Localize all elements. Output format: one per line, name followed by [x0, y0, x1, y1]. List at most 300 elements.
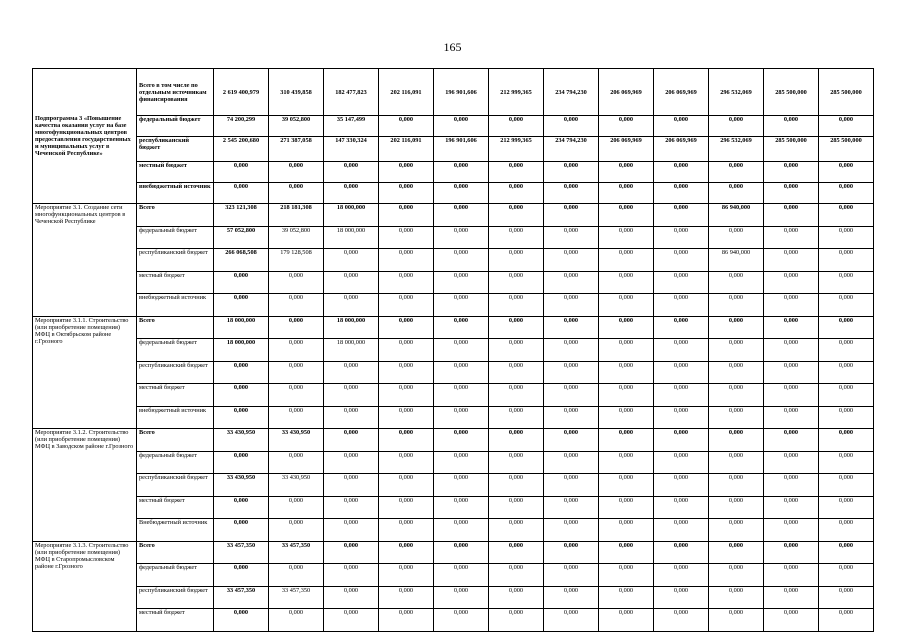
- amount-cell: 0,000: [709, 496, 764, 519]
- amount-cell: 18 000,000: [214, 339, 269, 362]
- amount-cell: 0,000: [819, 564, 874, 587]
- amount-cell: 0,000: [434, 294, 489, 317]
- amount-cell: 0,000: [819, 183, 874, 204]
- amount-cell: 0,000: [654, 226, 709, 249]
- amount-cell: 310 439,858: [269, 69, 324, 116]
- funding-source: Всего: [137, 429, 214, 452]
- table-row: [33, 249, 874, 272]
- amount-cell: 0,000: [489, 249, 544, 272]
- amount-cell: 0,000: [324, 519, 379, 542]
- amount-cell: 0,000: [379, 249, 434, 272]
- amount-cell: 0,000: [764, 384, 819, 407]
- amount-cell: 0,000: [544, 226, 599, 249]
- table-row: [33, 406, 874, 429]
- amount-cell: 0,000: [434, 496, 489, 519]
- table-row: [33, 316, 874, 339]
- amount-cell: 0,000: [709, 316, 764, 339]
- table-row: [33, 183, 874, 204]
- amount-cell: 0,000: [489, 496, 544, 519]
- amount-cell: 0,000: [214, 451, 269, 474]
- amount-cell: 0,000: [709, 429, 764, 452]
- amount-cell: 0,000: [214, 384, 269, 407]
- amount-cell: 0,000: [489, 451, 544, 474]
- amount-cell: 0,000: [599, 564, 654, 587]
- funding-source: местный бюджет: [137, 162, 214, 183]
- funding-source: федеральный бюджет: [137, 226, 214, 249]
- amount-cell: 0,000: [214, 294, 269, 317]
- amount-cell: 0,000: [654, 249, 709, 272]
- amount-cell: 0,000: [819, 496, 874, 519]
- amount-cell: 0,000: [764, 226, 819, 249]
- amount-cell: 218 181,308: [269, 204, 324, 227]
- amount-cell: 0,000: [654, 384, 709, 407]
- amount-cell: 0,000: [489, 271, 544, 294]
- amount-cell: 0,000: [434, 406, 489, 429]
- table-row: [33, 162, 874, 183]
- subprogram-title: Подпрограмма 3 «Повышение качества оказания услуг на базе многофункциональных центров предоставления государственных и муниципальных услуг в Чеченской Республике»: [33, 69, 137, 204]
- amount-cell: 0,000: [269, 564, 324, 587]
- amount-cell: 0,000: [269, 162, 324, 183]
- amount-cell: 0,000: [819, 429, 874, 452]
- amount-cell: 0,000: [544, 204, 599, 227]
- amount-cell: 0,000: [544, 406, 599, 429]
- amount-cell: 0,000: [324, 429, 379, 452]
- amount-cell: 0,000: [709, 384, 764, 407]
- amount-cell: 0,000: [379, 496, 434, 519]
- amount-cell: 33 430,950: [214, 429, 269, 452]
- amount-cell: 0,000: [819, 316, 874, 339]
- amount-cell: 18 000,000: [324, 226, 379, 249]
- amount-cell: 0,000: [324, 609, 379, 632]
- amount-cell: 0,000: [764, 271, 819, 294]
- amount-cell: 0,000: [654, 116, 709, 137]
- amount-cell: 0,000: [654, 451, 709, 474]
- amount-cell: 0,000: [379, 339, 434, 362]
- amount-cell: 0,000: [434, 586, 489, 609]
- amount-cell: 0,000: [379, 519, 434, 542]
- amount-cell: 0,000: [434, 249, 489, 272]
- amount-cell: 33 457,350: [269, 586, 324, 609]
- amount-cell: 0,000: [214, 564, 269, 587]
- amount-cell: 0,000: [764, 474, 819, 497]
- amount-cell: 0,000: [544, 474, 599, 497]
- amount-cell: 0,000: [819, 384, 874, 407]
- table-row: [33, 541, 874, 564]
- amount-cell: 0,000: [489, 609, 544, 632]
- amount-cell: 0,000: [379, 609, 434, 632]
- amount-cell: 0,000: [434, 609, 489, 632]
- amount-cell: 0,000: [434, 316, 489, 339]
- amount-cell: 0,000: [434, 451, 489, 474]
- amount-cell: 206 069,969: [654, 69, 709, 116]
- amount-cell: 0,000: [379, 451, 434, 474]
- amount-cell: 0,000: [544, 183, 599, 204]
- amount-cell: 0,000: [434, 519, 489, 542]
- amount-cell: 0,000: [434, 339, 489, 362]
- amount-cell: 18 000,000: [214, 316, 269, 339]
- amount-cell: 296 532,069: [709, 137, 764, 162]
- amount-cell: 0,000: [434, 564, 489, 587]
- amount-cell: 0,000: [764, 519, 819, 542]
- activity-title: Мероприятие 3.1. Создание сети многофункциональных центров в Чеченской Республике: [33, 204, 137, 317]
- amount-cell: 33 430,950: [214, 474, 269, 497]
- amount-cell: 206 069,969: [599, 69, 654, 116]
- funding-source: местный бюджет: [137, 384, 214, 407]
- funding-source: федеральный бюджет: [137, 116, 214, 137]
- amount-cell: 0,000: [489, 586, 544, 609]
- amount-cell: 0,000: [269, 316, 324, 339]
- amount-cell: 0,000: [599, 116, 654, 137]
- funding-source: внебюджетный источник: [137, 406, 214, 429]
- amount-cell: 0,000: [709, 162, 764, 183]
- amount-cell: 0,000: [599, 429, 654, 452]
- amount-cell: 0,000: [599, 249, 654, 272]
- amount-cell: 285 500,000: [764, 69, 819, 116]
- amount-cell: 0,000: [819, 339, 874, 362]
- amount-cell: 0,000: [819, 406, 874, 429]
- amount-cell: 0,000: [544, 541, 599, 564]
- amount-cell: 0,000: [544, 249, 599, 272]
- table-row: [33, 429, 874, 452]
- amount-cell: 206 069,969: [654, 137, 709, 162]
- amount-cell: 0,000: [434, 183, 489, 204]
- amount-cell: 0,000: [544, 519, 599, 542]
- amount-cell: 0,000: [269, 609, 324, 632]
- table-row: [33, 271, 874, 294]
- amount-cell: 0,000: [214, 609, 269, 632]
- amount-cell: 39 052,800: [269, 226, 324, 249]
- amount-cell: 0,000: [764, 294, 819, 317]
- amount-cell: 0,000: [544, 384, 599, 407]
- amount-cell: 0,000: [764, 541, 819, 564]
- amount-cell: 0,000: [709, 339, 764, 362]
- table-row: [33, 226, 874, 249]
- amount-cell: 0,000: [709, 226, 764, 249]
- amount-cell: 0,000: [489, 541, 544, 564]
- amount-cell: 0,000: [654, 162, 709, 183]
- amount-cell: 0,000: [654, 609, 709, 632]
- amount-cell: 0,000: [599, 451, 654, 474]
- amount-cell: 0,000: [379, 294, 434, 317]
- amount-cell: 0,000: [489, 361, 544, 384]
- amount-cell: 0,000: [489, 316, 544, 339]
- amount-cell: 212 999,365: [489, 69, 544, 116]
- amount-cell: 0,000: [379, 541, 434, 564]
- amount-cell: 0,000: [544, 339, 599, 362]
- funding-source: республиканский бюджет: [137, 361, 214, 384]
- amount-cell: 0,000: [764, 316, 819, 339]
- amount-cell: 0,000: [214, 361, 269, 384]
- funding-source: внебюджетный источник: [137, 183, 214, 204]
- amount-cell: 0,000: [764, 361, 819, 384]
- amount-cell: 0,000: [379, 564, 434, 587]
- amount-cell: 0,000: [764, 204, 819, 227]
- amount-cell: 57 052,800: [214, 226, 269, 249]
- amount-cell: 74 200,299: [214, 116, 269, 137]
- amount-cell: 0,000: [379, 116, 434, 137]
- amount-cell: 0,000: [709, 474, 764, 497]
- amount-cell: 0,000: [544, 361, 599, 384]
- amount-cell: 0,000: [819, 271, 874, 294]
- amount-cell: 0,000: [379, 474, 434, 497]
- funding-source: внебюджетный источник: [137, 294, 214, 317]
- amount-cell: 0,000: [819, 541, 874, 564]
- funding-source: республиканский бюджет: [137, 474, 214, 497]
- amount-cell: 0,000: [599, 226, 654, 249]
- amount-cell: 0,000: [489, 226, 544, 249]
- amount-cell: 0,000: [379, 429, 434, 452]
- amount-cell: 0,000: [709, 451, 764, 474]
- amount-cell: 196 901,606: [434, 69, 489, 116]
- amount-cell: 0,000: [654, 339, 709, 362]
- amount-cell: 0,000: [764, 183, 819, 204]
- amount-cell: 0,000: [214, 406, 269, 429]
- funding-source: Всего: [137, 541, 214, 564]
- amount-cell: 0,000: [324, 183, 379, 204]
- amount-cell: 0,000: [324, 384, 379, 407]
- table-row: [33, 474, 874, 497]
- funding-source: республиканский бюджет: [137, 586, 214, 609]
- amount-cell: 0,000: [379, 384, 434, 407]
- amount-cell: 285 500,000: [819, 137, 874, 162]
- amount-cell: 0,000: [709, 519, 764, 542]
- amount-cell: 0,000: [764, 249, 819, 272]
- amount-cell: 0,000: [819, 586, 874, 609]
- table-row: [33, 609, 874, 632]
- amount-cell: 0,000: [599, 474, 654, 497]
- amount-cell: 18 000,000: [324, 339, 379, 362]
- funding-source: местный бюджет: [137, 496, 214, 519]
- table-row: [33, 339, 874, 362]
- amount-cell: 0,000: [489, 116, 544, 137]
- amount-cell: 0,000: [379, 586, 434, 609]
- amount-cell: 0,000: [379, 271, 434, 294]
- funding-source: местный бюджет: [137, 609, 214, 632]
- amount-cell: 0,000: [819, 361, 874, 384]
- amount-cell: 147 330,324: [324, 137, 379, 162]
- amount-cell: 18 000,000: [324, 316, 379, 339]
- funding-source: федеральный бюджет: [137, 339, 214, 362]
- funding-source: Всего: [137, 316, 214, 339]
- amount-cell: 0,000: [379, 406, 434, 429]
- amount-cell: 0,000: [764, 564, 819, 587]
- amount-cell: 0,000: [489, 162, 544, 183]
- amount-cell: 0,000: [269, 406, 324, 429]
- amount-cell: 0,000: [654, 204, 709, 227]
- amount-cell: 33 457,350: [214, 541, 269, 564]
- amount-cell: 0,000: [489, 183, 544, 204]
- amount-cell: 0,000: [214, 162, 269, 183]
- amount-cell: 0,000: [269, 361, 324, 384]
- amount-cell: 0,000: [654, 519, 709, 542]
- amount-cell: 0,000: [434, 384, 489, 407]
- amount-cell: 33 430,950: [269, 474, 324, 497]
- amount-cell: 0,000: [819, 226, 874, 249]
- amount-cell: 0,000: [214, 519, 269, 542]
- amount-cell: 196 901,606: [434, 137, 489, 162]
- funding-source: республиканский бюджет: [137, 137, 214, 162]
- amount-cell: 0,000: [599, 541, 654, 564]
- amount-cell: 0,000: [269, 339, 324, 362]
- amount-cell: 0,000: [214, 183, 269, 204]
- amount-cell: 179 128,508: [269, 249, 324, 272]
- amount-cell: 0,000: [489, 406, 544, 429]
- amount-cell: 182 477,823: [324, 69, 379, 116]
- amount-cell: 0,000: [324, 474, 379, 497]
- amount-cell: 0,000: [324, 586, 379, 609]
- amount-cell: 0,000: [214, 496, 269, 519]
- amount-cell: 0,000: [764, 451, 819, 474]
- amount-cell: 2 619 400,979: [214, 69, 269, 116]
- amount-cell: 0,000: [764, 496, 819, 519]
- amount-cell: 2 545 200,680: [214, 137, 269, 162]
- amount-cell: 0,000: [269, 294, 324, 317]
- amount-cell: 18 000,000: [324, 204, 379, 227]
- amount-cell: 0,000: [324, 564, 379, 587]
- amount-cell: 0,000: [269, 496, 324, 519]
- amount-cell: 0,000: [599, 609, 654, 632]
- amount-cell: 285 500,000: [764, 137, 819, 162]
- amount-cell: 0,000: [324, 496, 379, 519]
- amount-cell: 0,000: [434, 429, 489, 452]
- amount-cell: 0,000: [709, 564, 764, 587]
- amount-cell: 0,000: [324, 451, 379, 474]
- amount-cell: 0,000: [379, 162, 434, 183]
- amount-cell: 35 147,499: [324, 116, 379, 137]
- funding-source: Внебюджетный источник: [137, 519, 214, 542]
- amount-cell: 0,000: [599, 204, 654, 227]
- amount-cell: 0,000: [544, 116, 599, 137]
- table-row: [33, 294, 874, 317]
- funding-source: местный бюджет: [137, 271, 214, 294]
- amount-cell: 0,000: [599, 384, 654, 407]
- amount-cell: 0,000: [324, 361, 379, 384]
- amount-cell: 0,000: [599, 162, 654, 183]
- amount-cell: 0,000: [324, 541, 379, 564]
- table-body: [33, 69, 874, 632]
- amount-cell: 0,000: [599, 316, 654, 339]
- amount-cell: 0,000: [489, 474, 544, 497]
- amount-cell: 0,000: [544, 586, 599, 609]
- table-row: [33, 69, 874, 116]
- amount-cell: 0,000: [819, 204, 874, 227]
- amount-cell: 0,000: [709, 183, 764, 204]
- amount-cell: 0,000: [489, 339, 544, 362]
- amount-cell: 0,000: [599, 361, 654, 384]
- amount-cell: 0,000: [764, 116, 819, 137]
- amount-cell: 33 457,350: [214, 586, 269, 609]
- page-number: 165: [443, 40, 462, 54]
- amount-cell: 0,000: [544, 564, 599, 587]
- amount-cell: 0,000: [379, 226, 434, 249]
- amount-cell: 0,000: [819, 294, 874, 317]
- amount-cell: 0,000: [709, 271, 764, 294]
- amount-cell: 0,000: [489, 519, 544, 542]
- activity-title: Мероприятие 3.1.1. Строительство (или приобретение помещения) МФЦ в Октябрьском районе г.Грозного: [33, 316, 137, 429]
- amount-cell: 0,000: [654, 496, 709, 519]
- amount-cell: 86 940,000: [709, 204, 764, 227]
- amount-cell: 86 940,000: [709, 249, 764, 272]
- amount-cell: 0,000: [544, 294, 599, 317]
- table-row: [33, 137, 874, 162]
- amount-cell: 0,000: [324, 249, 379, 272]
- amount-cell: 0,000: [764, 162, 819, 183]
- amount-cell: 0,000: [654, 541, 709, 564]
- amount-cell: 0,000: [324, 162, 379, 183]
- amount-cell: 202 116,091: [379, 137, 434, 162]
- amount-cell: 0,000: [379, 183, 434, 204]
- amount-cell: 0,000: [544, 429, 599, 452]
- financing-table: [32, 68, 874, 632]
- amount-cell: 0,000: [654, 406, 709, 429]
- amount-cell: 0,000: [819, 519, 874, 542]
- funding-source: Всего: [137, 204, 214, 227]
- amount-cell: 0,000: [544, 451, 599, 474]
- amount-cell: 0,000: [379, 361, 434, 384]
- activity-title: Мероприятие 3.1.2. Строительство (или приобретение помещения) МФЦ в Заводском районе г.Грозного: [33, 429, 137, 542]
- amount-cell: 0,000: [379, 204, 434, 227]
- amount-cell: 0,000: [764, 339, 819, 362]
- table-row: [33, 451, 874, 474]
- amount-cell: 0,000: [544, 316, 599, 339]
- amount-cell: 0,000: [324, 406, 379, 429]
- amount-cell: 234 794,230: [544, 69, 599, 116]
- amount-cell: 271 387,058: [269, 137, 324, 162]
- amount-cell: 0,000: [434, 474, 489, 497]
- amount-cell: 0,000: [654, 564, 709, 587]
- amount-cell: 0,000: [434, 271, 489, 294]
- amount-cell: 0,000: [599, 294, 654, 317]
- amount-cell: 0,000: [434, 162, 489, 183]
- amount-cell: 0,000: [489, 429, 544, 452]
- table-row: [33, 204, 874, 227]
- amount-cell: 0,000: [269, 384, 324, 407]
- funding-source: Всего в том числе по отдельным источникам финансирования: [137, 69, 214, 116]
- amount-cell: 0,000: [709, 406, 764, 429]
- amount-cell: 0,000: [709, 116, 764, 137]
- table-row: [33, 519, 874, 542]
- amount-cell: 0,000: [819, 609, 874, 632]
- amount-cell: 0,000: [324, 294, 379, 317]
- amount-cell: 0,000: [599, 271, 654, 294]
- amount-cell: 0,000: [434, 226, 489, 249]
- amount-cell: 206 069,969: [599, 137, 654, 162]
- amount-cell: 0,000: [654, 429, 709, 452]
- amount-cell: 0,000: [214, 271, 269, 294]
- amount-cell: 0,000: [764, 609, 819, 632]
- amount-cell: 0,000: [599, 339, 654, 362]
- amount-cell: 296 532,069: [709, 69, 764, 116]
- amount-cell: 0,000: [269, 451, 324, 474]
- funding-source: федеральный бюджет: [137, 564, 214, 587]
- amount-cell: 212 999,365: [489, 137, 544, 162]
- amount-cell: 0,000: [819, 116, 874, 137]
- amount-cell: 0,000: [489, 294, 544, 317]
- amount-cell: 0,000: [599, 586, 654, 609]
- amount-cell: 0,000: [654, 271, 709, 294]
- table-row: [33, 384, 874, 407]
- amount-cell: 0,000: [434, 116, 489, 137]
- amount-cell: 0,000: [489, 204, 544, 227]
- amount-cell: 0,000: [819, 162, 874, 183]
- amount-cell: 0,000: [764, 586, 819, 609]
- amount-cell: 0,000: [654, 183, 709, 204]
- amount-cell: 0,000: [324, 271, 379, 294]
- amount-cell: 0,000: [544, 496, 599, 519]
- amount-cell: 0,000: [709, 586, 764, 609]
- amount-cell: 0,000: [599, 183, 654, 204]
- amount-cell: 0,000: [654, 474, 709, 497]
